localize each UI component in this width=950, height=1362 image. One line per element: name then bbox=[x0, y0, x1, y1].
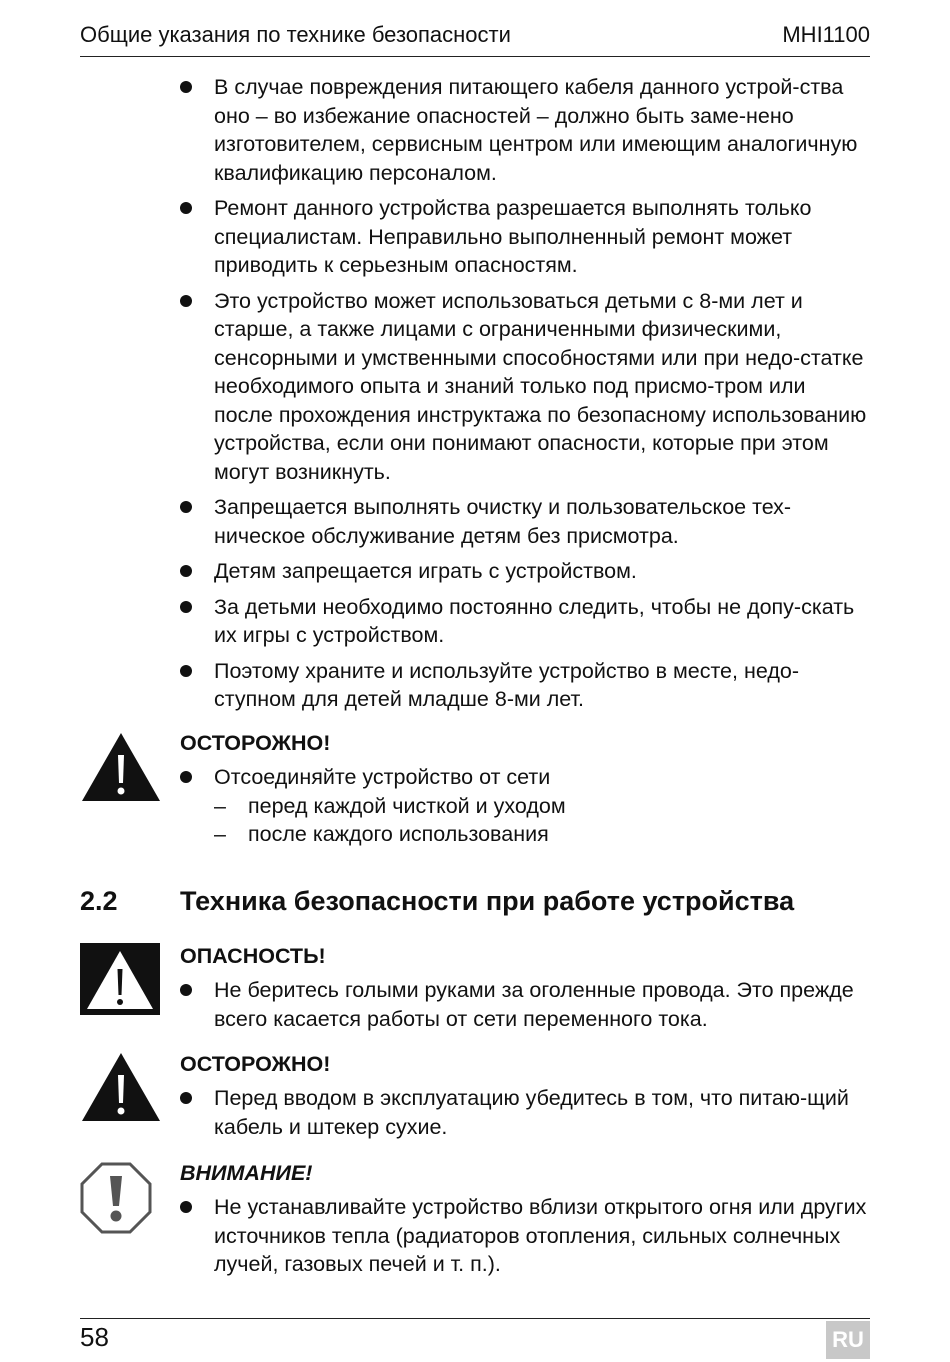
caution-block bbox=[180, 729, 870, 849]
notice-label: ВНИМАНИЕ! bbox=[180, 1161, 313, 1185]
danger-label: ОПАСНОСТЬ! bbox=[180, 944, 326, 968]
dash-item bbox=[180, 820, 870, 849]
list-item: В случае повреждения питающего кабеля данного устрой-ства оно – во избежание опасностей – должно быть заме-нено изготовителем, сервисным центром или имеющим аналогичную квалификацию персоналом. bbox=[180, 73, 870, 187]
footer-divider bbox=[80, 1318, 870, 1319]
warning-triangle-icon bbox=[80, 731, 162, 803]
list-item: Ремонт данного устройства разрешается выполнять только специалистам. Неправильно выполненный ремонт может приводить к серьезным опасностям. bbox=[180, 194, 870, 280]
dash-marker: – bbox=[214, 822, 226, 846]
caution-label: ОСТОРОЖНО! bbox=[180, 1052, 331, 1076]
caution-label: ОСТОРОЖНО! bbox=[180, 731, 331, 755]
header-title: Общие указания по технике безопасности bbox=[80, 22, 511, 47]
dash-item bbox=[180, 792, 870, 821]
header-model: MHI1100 bbox=[782, 22, 870, 47]
language-badge: RU bbox=[826, 1321, 870, 1359]
caution-block bbox=[180, 1050, 870, 1148]
dash-text: после каждого использования bbox=[248, 822, 549, 846]
stop-octagon-icon bbox=[80, 1162, 152, 1234]
warning-triangle-icon bbox=[80, 1051, 162, 1123]
page-number: 58 bbox=[80, 1322, 109, 1352]
page-header bbox=[80, 22, 870, 57]
list-item: Поэтому храните и используйте устройство в месте, недо-ступном для детей младше 8-ми лет. bbox=[180, 657, 870, 714]
list-item: Перед вводом в эксплуатацию убедитесь в том, что питаю-щий кабель и штекер сухие. bbox=[180, 1084, 870, 1141]
list-item: Не беритесь голыми руками за оголенные провода. Это прежде всего касается работы от сети переменного тока. bbox=[180, 976, 870, 1033]
list-item: Запрещается выполнять очистку и пользовательское тех-ническое обслуживание детям без присмотра. bbox=[180, 493, 870, 550]
list-item: Детям запрещается играть с устройством. bbox=[180, 557, 870, 586]
danger-block bbox=[180, 942, 870, 1040]
dash-text: перед каждой чисткой и уходом bbox=[248, 793, 566, 818]
section-title: Техника безопасности при работе устройства bbox=[180, 886, 795, 916]
section-number: 2.2 bbox=[80, 886, 118, 916]
notice-block bbox=[180, 1159, 870, 1286]
list-item: Отсоединяйте устройство от сети bbox=[180, 763, 870, 792]
safety-bullets bbox=[180, 73, 870, 721]
list-item: Это устройство может использоваться детьми с 8-ми лет и старше, а также лицами с ограниченными физическими, сенсорными и умственными способностями или при недо-статке необходимого опыта и знаний только под присмо-тром или после прохождения инструктажа по безопасному использованию устройства, если они понимают опасности, которые при этом могут возникнуть. bbox=[180, 287, 870, 487]
dash-marker: – bbox=[214, 793, 226, 818]
danger-triangle-icon bbox=[80, 943, 160, 1015]
list-item: За детьми необходимо постоянно следить, чтобы не допу-скать их игры с устройством. bbox=[180, 593, 870, 650]
list-item: Не устанавливайте устройство вблизи открытого огня или других источников тепла (радиаторов отопления, сильных солнечных лучей, газовых печей и т. п.). bbox=[180, 1193, 870, 1279]
